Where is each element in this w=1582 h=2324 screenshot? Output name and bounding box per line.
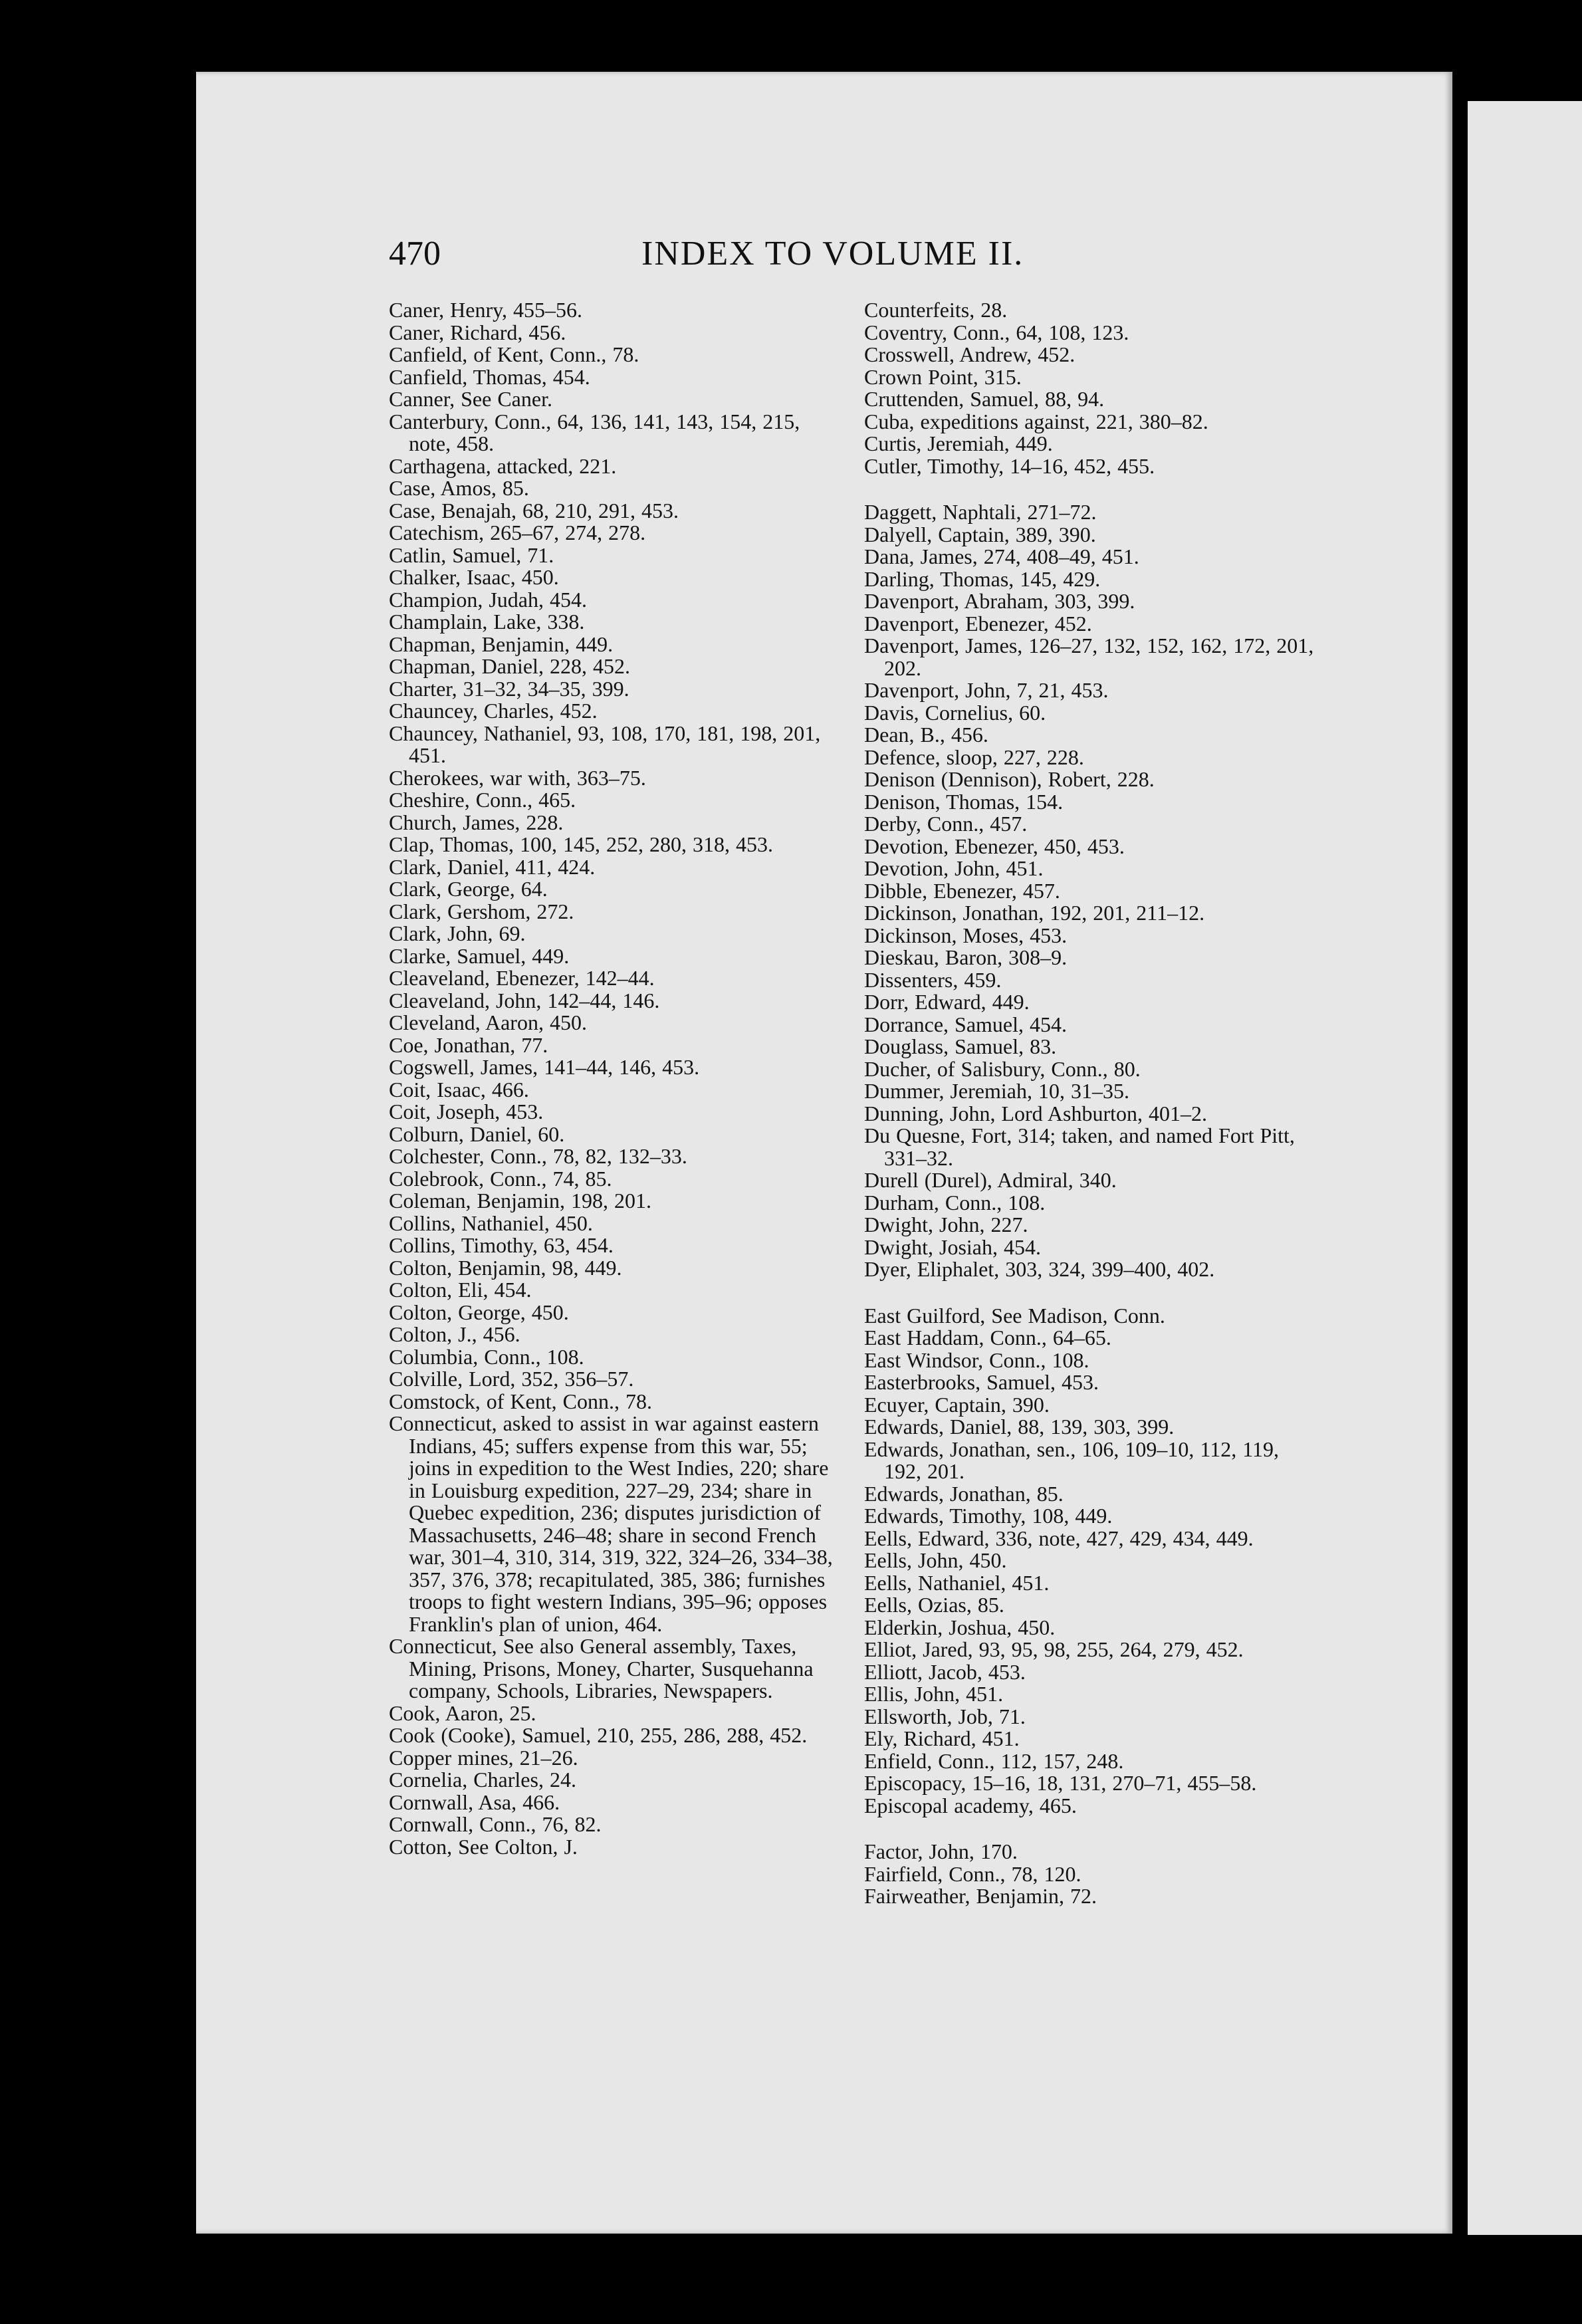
- index-entry: Canner, See Caner.: [389, 387, 552, 411]
- index-entry: Charter, 31–32, 34–35, 399.: [389, 676, 629, 701]
- index-entry: Factor, John, 170.: [864, 1839, 1018, 1863]
- index-entry: Chalker, Isaac, 450.: [389, 565, 559, 589]
- index-entry: Colton, Eli, 454.: [389, 1278, 532, 1302]
- index-entry: Defence, sloop, 227, 228.: [864, 745, 1084, 769]
- index-entry: Devotion, Ebenezer, 450, 453.: [864, 834, 1125, 858]
- index-entry: Carthagena, attacked, 221.: [389, 453, 617, 478]
- index-entry: Catechism, 265–67, 274, 278.: [389, 521, 646, 544]
- index-entry: Dorrance, Samuel, 454.: [864, 1012, 1068, 1036]
- index-entry: Dana, James, 274, 408–49, 451.: [864, 544, 1139, 568]
- index-entry: Ecuyer, Captain, 390.: [864, 1392, 1050, 1417]
- index-entry: Cleaveland, John, 142–44, 146.: [389, 988, 660, 1012]
- index-entry: Cherokees, war with, 363–75.: [389, 765, 646, 790]
- index-entry: Coe, Jonathan, 77.: [389, 1032, 548, 1057]
- index-entry: Denison, Thomas, 154.: [864, 789, 1064, 814]
- index-entry: Cleveland, Aaron, 450.: [389, 1010, 587, 1034]
- index-entry: Colburn, Daniel, 60.: [389, 1121, 565, 1146]
- index-entry: Coventry, Conn., 64, 108, 123.: [864, 320, 1129, 344]
- index-entry: Edwards, Jonathan, sen., 106, 109–10, 112, 119, 192, 201.: [864, 1437, 1279, 1483]
- index-entry: Cuba, expeditions against, 221, 380–82.: [864, 409, 1208, 433]
- index-entry: Eells, John, 450.: [864, 1548, 1007, 1572]
- index-entry: Crosswell, Andrew, 452.: [864, 342, 1075, 366]
- index-entry: Episcopal academy, 465.: [864, 1793, 1077, 1817]
- index-entry: Church, James, 228.: [389, 810, 564, 834]
- index-entry: Cogswell, James, 141–44, 146, 453.: [389, 1055, 700, 1079]
- index-entry: Clarke, Samuel, 449.: [389, 943, 570, 968]
- index-entry: Fairfield, Conn., 78, 120.: [864, 1861, 1081, 1886]
- section-gap: [864, 477, 1316, 501]
- index-entry: Colton, J., 456.: [389, 1322, 520, 1346]
- index-entry: Cleaveland, Ebenezer, 142–44.: [389, 966, 655, 990]
- index-entry: Elliott, Jacob, 453.: [864, 1659, 1026, 1684]
- index-entry: Elderkin, Joshua, 450.: [864, 1615, 1056, 1639]
- index-entry: Eells, Nathaniel, 451.: [864, 1570, 1050, 1595]
- index-entry: Denison (Dennison), Robert, 228.: [864, 767, 1155, 791]
- index-entry: Douglass, Samuel, 83.: [864, 1034, 1057, 1058]
- index-entry: Dalyell, Captain, 389, 390.: [864, 522, 1096, 546]
- index-entry: Champlain, Lake, 338.: [389, 610, 585, 634]
- index-entry: Colville, Lord, 352, 356–57.: [389, 1367, 634, 1391]
- index-entry: Dissenters, 459.: [864, 967, 1002, 992]
- index-entry: Edwards, Timothy, 108, 449.: [864, 1504, 1113, 1528]
- index-entry: Clark, John, 69.: [389, 921, 526, 945]
- index-entry: Coit, Joseph, 453.: [389, 1100, 544, 1123]
- index-entry: Counterfeits, 28.: [864, 298, 1008, 322]
- index-entry: Devotion, John, 451.: [864, 856, 1044, 880]
- index-entry: Dummer, Jeremiah, 10, 31–35.: [864, 1079, 1129, 1103]
- index-entry: Cruttenden, Samuel, 88, 94.: [864, 387, 1105, 411]
- index-entry: Colton, George, 450.: [389, 1300, 569, 1324]
- index-entry: Enfield, Conn., 112, 157, 248.: [864, 1748, 1124, 1773]
- index-entry: Case, Benajah, 68, 210, 291, 453.: [389, 498, 679, 523]
- index-entry: Elliot, Jared, 93, 95, 98, 255, 264, 279, 452.: [864, 1637, 1244, 1661]
- index-entry: Clark, Gershom, 272.: [389, 899, 574, 923]
- index-entry: Dickinson, Moses, 453.: [864, 923, 1068, 947]
- index-entry: Edwards, Daniel, 88, 139, 303, 399.: [864, 1415, 1175, 1439]
- index-entry: Crown Point, 315.: [864, 364, 1022, 389]
- section-gap: [864, 1281, 1316, 1305]
- index-entry: Cheshire, Conn., 465.: [389, 788, 576, 812]
- index-entry: Ducher, of Salisbury, Conn., 80.: [864, 1056, 1141, 1081]
- index-entry: East Guilford, See Madison, Conn.: [864, 1303, 1165, 1328]
- index-entry: Ellsworth, Job, 71.: [864, 1704, 1026, 1728]
- index-entry: Canfield, Thomas, 454.: [389, 364, 590, 389]
- index-entry: Copper mines, 21–26.: [389, 1745, 578, 1770]
- index-entry: Dean, B., 456.: [864, 723, 988, 747]
- index-entry: Dorr, Edward, 449.: [864, 990, 1030, 1014]
- index-entry: Caner, Henry, 455–56.: [389, 298, 583, 322]
- page-number: 470: [389, 235, 441, 273]
- index-entry: Fairweather, Benjamin, 72.: [864, 1884, 1097, 1908]
- index-entry: Ellis, John, 451.: [864, 1682, 1004, 1706]
- index-entry: Canterbury, Conn., 64, 136, 141, 143, 154, 215, note, 458.: [389, 409, 800, 455]
- section-gap: [864, 1817, 1316, 1841]
- index-entry: Davenport, James, 126–27, 132, 152, 162, 172, 201, 202.: [864, 634, 1314, 680]
- index-entry: East Haddam, Conn., 64–65.: [864, 1326, 1111, 1349]
- index-entry: Coit, Isaac, 466.: [389, 1077, 529, 1102]
- index-entry: Clap, Thomas, 100, 145, 252, 280, 318, 453.: [389, 832, 773, 856]
- index-entry: Easterbrooks, Samuel, 453.: [864, 1370, 1099, 1394]
- index-entry: Davenport, John, 7, 21, 453.: [864, 678, 1109, 702]
- index-entry: Colebrook, Conn., 74, 85.: [389, 1166, 612, 1191]
- index-entry: Durell (Durel), Admiral, 340.: [864, 1168, 1117, 1192]
- index-entry: Ely, Richard, 451.: [864, 1726, 1020, 1750]
- index-entry: Eells, Edward, 336, note, 427, 429, 434, 449.: [864, 1526, 1254, 1550]
- index-entry: Connecticut, See also General assembly, Taxes, Mining, Prisons, Money, Charter, Susquehanna company, Schools, Libraries, Newspapers.: [389, 1634, 814, 1702]
- index-entry: Cook, Aaron, 25.: [389, 1700, 536, 1725]
- index-entry: Derby, Conn., 457.: [864, 812, 1028, 836]
- index-entry: Clark, Daniel, 411, 424.: [389, 854, 596, 879]
- index-entry: Cornwall, Conn., 76, 82.: [389, 1812, 602, 1836]
- index-entry: Cutler, Timothy, 14–16, 452, 455.: [864, 453, 1155, 478]
- index-entry: Coleman, Benjamin, 198, 201.: [389, 1189, 651, 1213]
- index-entry: Chapman, Benjamin, 449.: [389, 632, 614, 656]
- index-entry: Comstock, of Kent, Conn., 78.: [389, 1389, 652, 1413]
- index-entry: Cornwall, Asa, 466.: [389, 1790, 560, 1814]
- index-entry: Caner, Richard, 456.: [389, 320, 566, 344]
- facing-page-edge: [1468, 101, 1582, 2235]
- index-entry: Davenport, Ebenezer, 452.: [864, 611, 1092, 636]
- index-entry: Clark, George, 64.: [389, 877, 548, 901]
- index-entry: Catlin, Samuel, 71.: [389, 542, 554, 567]
- index-entry: Darling, Thomas, 145, 429.: [864, 566, 1101, 591]
- index-entry: Eells, Ozias, 85.: [864, 1593, 1004, 1617]
- index-entry: Dunning, John, Lord Ashburton, 401–2.: [864, 1101, 1207, 1125]
- index-column-right: [864, 299, 1316, 1908]
- index-entry: Edwards, Jonathan, 85.: [864, 1481, 1064, 1506]
- index-entry: Champion, Judah, 454.: [389, 587, 587, 612]
- index-entry: Collins, Nathaniel, 450.: [389, 1211, 593, 1235]
- index-entry: Chauncey, Charles, 452.: [389, 699, 598, 723]
- index-entry: Columbia, Conn., 108.: [389, 1344, 584, 1369]
- page-header: [389, 234, 1087, 287]
- index-entry: East Windsor, Conn., 108.: [864, 1347, 1089, 1372]
- index-entry: Cornelia, Charles, 24.: [389, 1768, 576, 1792]
- index-entry: Canfield, of Kent, Conn., 78.: [389, 342, 639, 366]
- index-entry: Du Quesne, Fort, 314; taken, and named Fort Pitt, 331–32.: [864, 1123, 1295, 1170]
- index-entry: Colchester, Conn., 78, 82, 132–33.: [389, 1144, 687, 1168]
- index-entry: Dibble, Ebenezer, 457.: [864, 878, 1060, 903]
- index-entry: Collins, Timothy, 63, 454.: [389, 1233, 614, 1257]
- index-entry: Chapman, Daniel, 228, 452.: [389, 654, 630, 678]
- index-entry: Dwight, John, 227.: [864, 1213, 1028, 1236]
- index-entry: Dwight, Josiah, 454.: [864, 1234, 1041, 1259]
- index-entry: Dyer, Eliphalet, 303, 324, 399–400, 402.: [864, 1257, 1215, 1281]
- index-entry: Davenport, Abraham, 303, 399.: [864, 589, 1135, 613]
- index-entry: Curtis, Jeremiah, 449.: [864, 431, 1053, 455]
- index-entry: Davis, Cornelius, 60.: [864, 700, 1046, 725]
- index-entry: Cook (Cooke), Samuel, 210, 255, 286, 288, 452.: [389, 1723, 808, 1747]
- index-entry: Chauncey, Nathaniel, 93, 108, 170, 181, 198, 201, 451.: [389, 721, 821, 767]
- index-column-left: [389, 299, 844, 1858]
- running-title: INDEX TO VOLUME II.: [641, 235, 1024, 273]
- index-entry: Case, Amos, 85.: [389, 476, 529, 500]
- index-entry: Connecticut, asked to assist in war against eastern Indians, 45; suffers expense from this war, 55; joins in expedition to the West Indies, 220; share in Louisburg expedition, 227–29, 234; share in Quebec expedition, 236; disputes jurisdiction of Massachusetts, 246–48; share in second French war, 301–4, 310, 314, 319, 322, 324–26, 334–38, 357, 376, 378; recapitulated, 385, 386; furnishes troops to fight western Indians, 395–96; opposes Franklin's plan of union, 464.: [389, 1411, 833, 1636]
- index-entry: Dieskau, Baron, 308–9.: [864, 945, 1068, 969]
- index-entry: Episcopacy, 15–16, 18, 131, 270–71, 455–58.: [864, 1771, 1257, 1795]
- index-entry: Dickinson, Jonathan, 192, 201, 211–12.: [864, 901, 1205, 925]
- index-entry: Colton, Benjamin, 98, 449.: [389, 1255, 622, 1280]
- index-entry: Daggett, Naphtali, 271–72.: [864, 500, 1097, 524]
- index-entry: Durham, Conn., 108.: [864, 1190, 1046, 1215]
- index-entry: Cotton, See Colton, J.: [389, 1834, 578, 1859]
